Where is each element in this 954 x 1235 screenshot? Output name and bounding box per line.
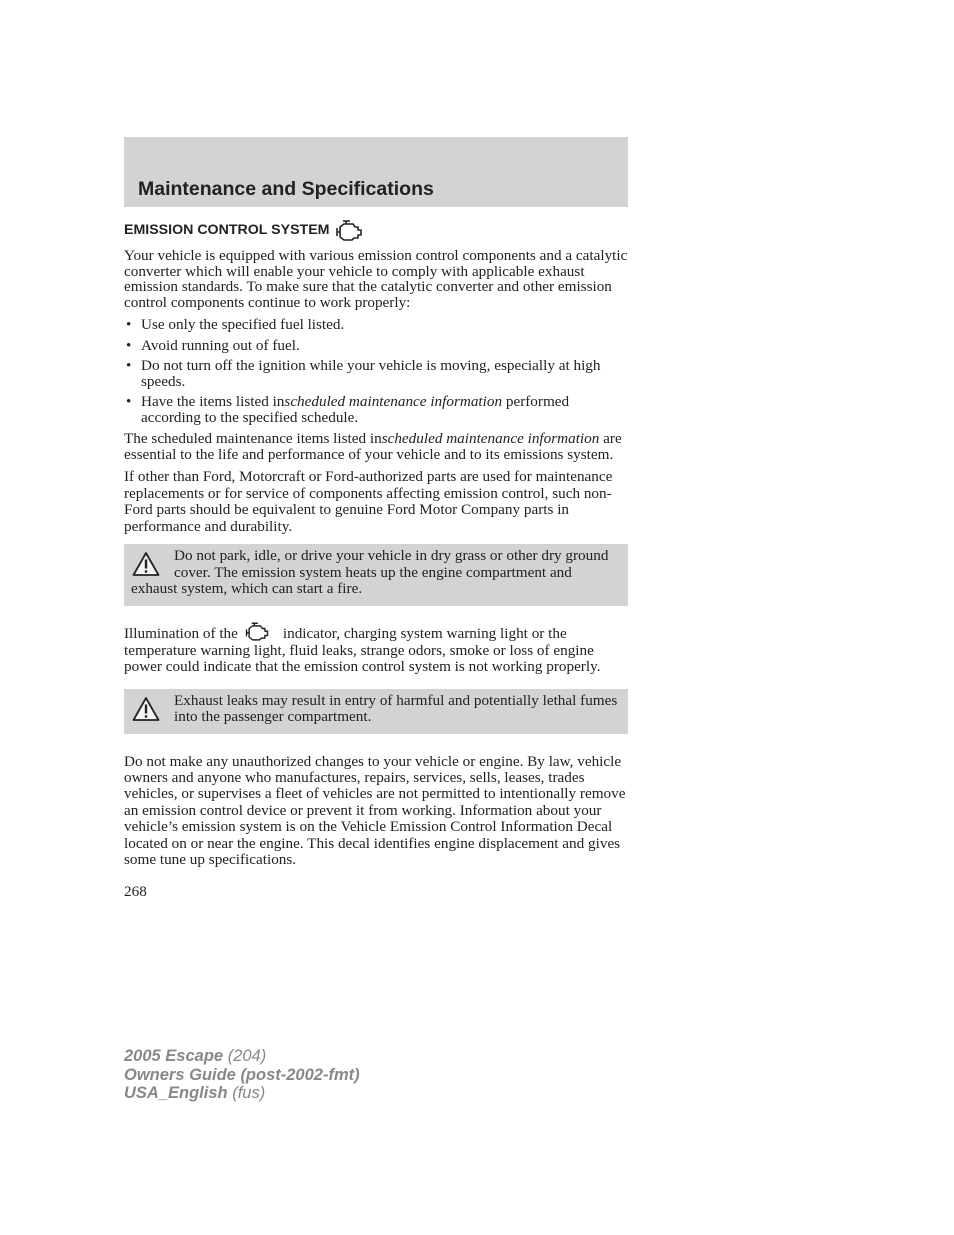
warning-triangle-icon	[132, 696, 160, 722]
footer-line: 2005 Escape (204)	[124, 1047, 267, 1065]
list-item: • Use only the specified fuel listed.	[126, 316, 345, 333]
section-header-band	[124, 137, 628, 207]
section-heading-text: EMISSION CONTROL SYSTEM	[124, 222, 330, 239]
schedule-paragraph: The scheduled maintenance items listed inscheduled maintenance information are essential to the life and performance of your vehicle and to its emissions system.	[124, 430, 622, 463]
exhaust-warning-box	[124, 689, 628, 734]
footer-line: Owners Guide (post-2002-fmt)	[124, 1065, 360, 1084]
list-item: • Have the items listed inscheduled maintenance information performed according to the specified schedule.	[126, 393, 570, 426]
section-heading	[124, 221, 628, 241]
bullet-list	[124, 317, 628, 425]
fire-warning-box	[124, 544, 628, 606]
page-title: Maintenance and Specifications	[138, 178, 434, 200]
parts-paragraph: If other than Ford, Motorcraft or Ford-authorized parts are used for maintenance replacements or for service of components affecting emission control, such non-Ford parts should be equivalent to genuine Ford Motor Company parts in performance and durability.	[124, 468, 613, 535]
intro-paragraph: Your vehicle is equipped with various emission control components and a catalytic converter which will enable your vehicle to comply with applicable exhaust emission standards. To make sure that the catalytic converter and other emission control components continue to work properly:	[124, 247, 628, 311]
warning-text: Do not park, idle, or drive your vehicle in dry grass or other dry ground cover. The emission system heats up the engine compartment and exhaust system, which can start a fire.	[131, 547, 609, 597]
engine-icon	[333, 220, 365, 242]
indicator-paragraph: Illumination of the indicator, charging system warning light or the temperature warning light, fluid leaks, strange odors, smoke or loss of engine power could indicate that the emission control system is not working properly.	[124, 622, 628, 676]
footer-line: USA_English (fus)	[124, 1084, 266, 1102]
engine-icon	[243, 622, 271, 642]
warning-triangle-icon	[132, 551, 160, 577]
warning-text: Exhaust leaks may result in entry of harmful and potentially lethal fumes into the passenger compartment.	[174, 691, 618, 725]
page-number: 268	[124, 883, 147, 901]
document-footer	[124, 1047, 360, 1103]
list-item: • Avoid running out of fuel.	[126, 336, 300, 354]
unauthorized-changes-paragraph: Do not make any unauthorized changes to your vehicle or engine. By law, vehicle owners and anyone who manufactures, repairs, services, sells, leases, trades vehicles, or supervises a fleet of vehicles are not permitted to intentionally remove an emission control device or prevent it from working. Information about your vehicle’s emission system is on the Vehicle Emission Control Information Decal located on or near the engine. This decal identifies engine displacement and gives some tune up specifications.	[124, 752, 626, 868]
list-item: • Do not turn off the ignition while your vehicle is moving, especially at high speeds.	[126, 357, 601, 390]
main-content	[124, 221, 628, 900]
